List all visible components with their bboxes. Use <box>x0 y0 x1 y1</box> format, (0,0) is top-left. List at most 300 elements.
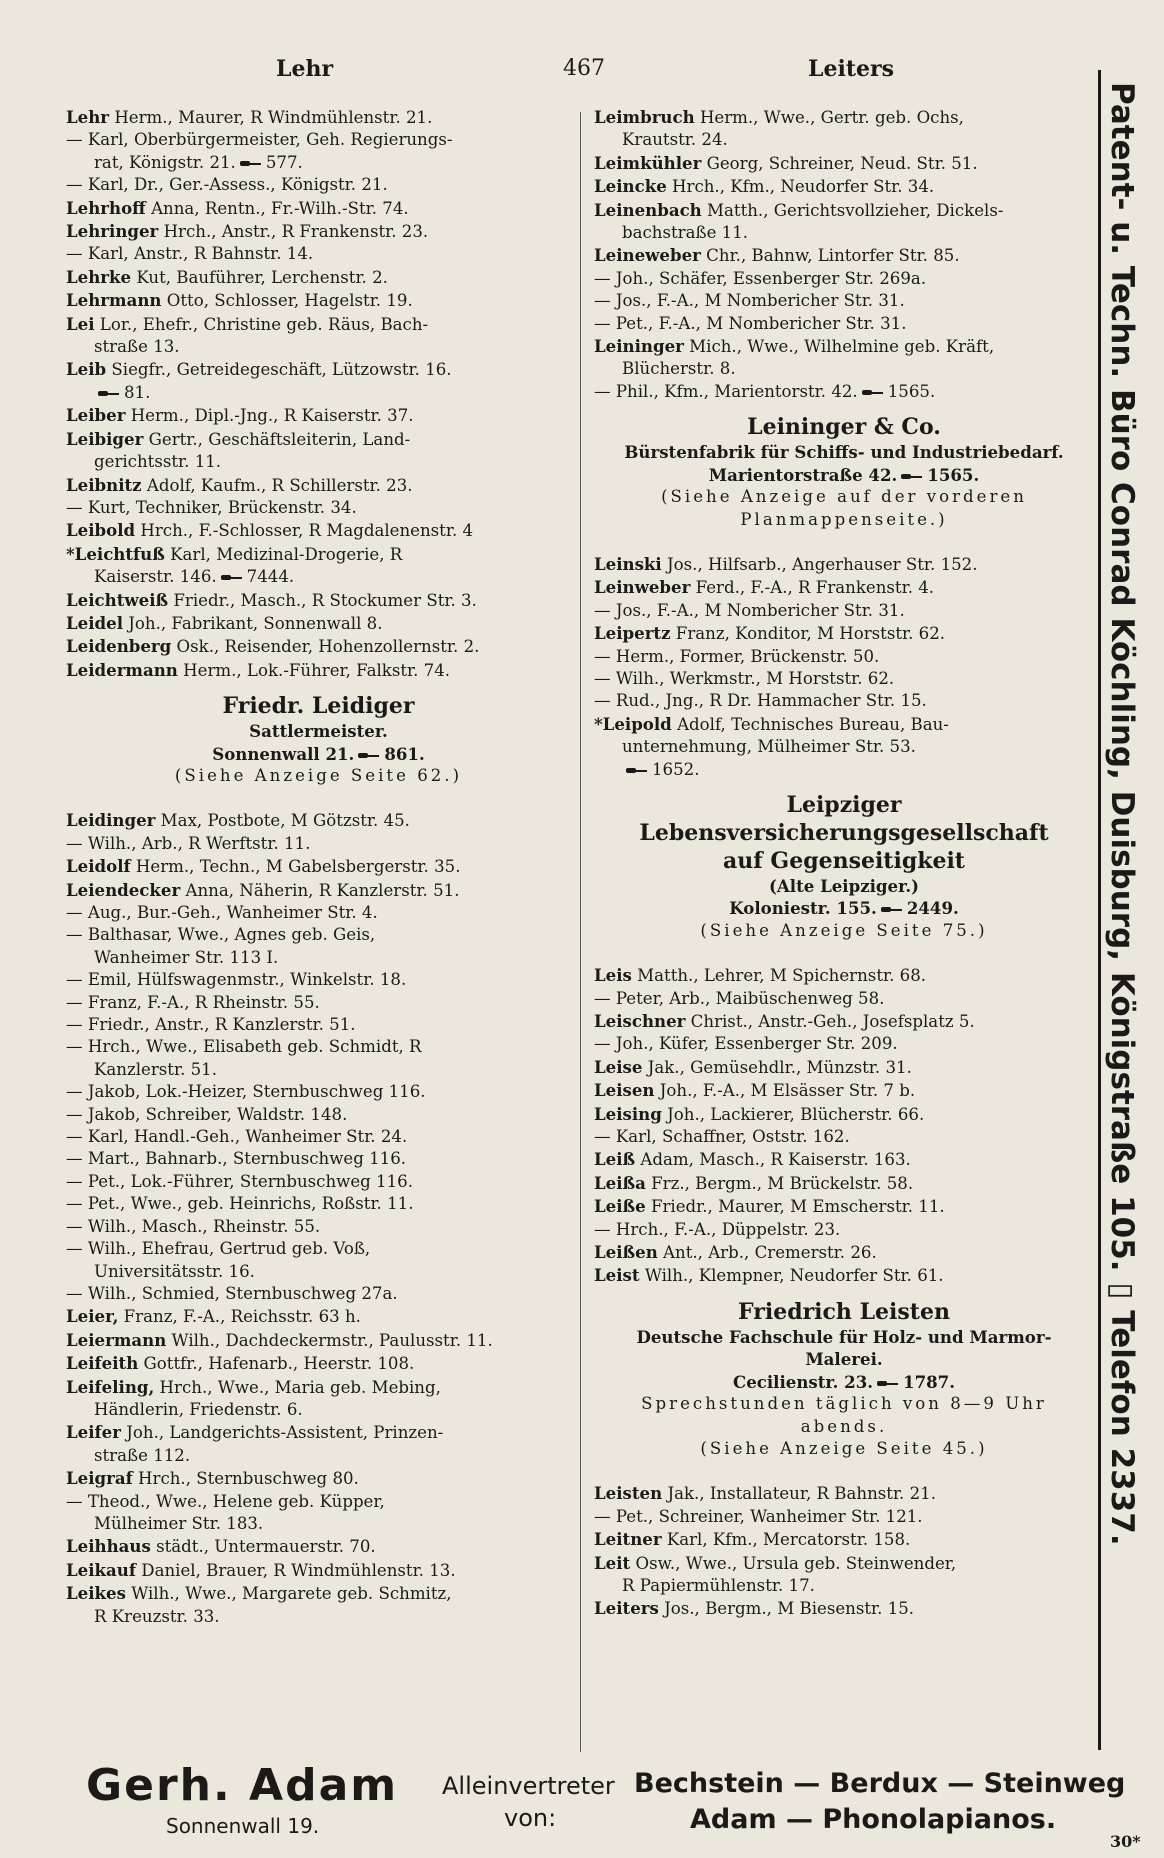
list-item <box>66 497 571 519</box>
footer-firm: Gerh. Adam <box>86 1760 399 1811</box>
list-item <box>594 576 1094 599</box>
list-item <box>66 855 571 878</box>
entry-text: — Joh., Schäfer, Essenberger Str. 269a. <box>594 268 927 288</box>
entry-text: Joh., Landgerichts-Assistent, Prinzen- <box>120 1423 444 1443</box>
list-item <box>594 1552 1094 1598</box>
entry-continuation: Wanheimer Str. 113 I. <box>94 947 279 967</box>
list-item <box>594 313 1094 335</box>
list-item <box>594 290 1094 312</box>
list-item <box>66 1329 571 1352</box>
entry-text: Friedr., Masch., R Stockumer Str. 3. <box>168 590 477 610</box>
list-item <box>66 969 571 991</box>
list-item <box>66 879 571 902</box>
entry-continuation: straße 13. <box>94 337 180 357</box>
ad-title: Friedrich Leisten <box>738 1298 950 1325</box>
entry-text: Georg, Schreiner, Neud. Str. 51. <box>701 153 978 173</box>
entry-name: Leiber <box>66 405 126 426</box>
entry-text: — Mart., Bahnarb., Sternbuschweg 116. <box>66 1149 407 1169</box>
entry-text: Ant., Arb., Cremerstr. 26. <box>657 1243 877 1263</box>
entry-text: Hrch., Sternbuschweg 80. <box>132 1469 359 1489</box>
list-item <box>594 1528 1094 1551</box>
entry-name: Leigraf <box>66 1468 133 1489</box>
side-advertisement <box>1098 70 1158 1750</box>
entry-text: — Franz, F.-A., R Rheinstr. 55. <box>66 992 320 1012</box>
entry-continuation: rat, Königstr. 21. 577. <box>94 152 303 172</box>
entry-continuation: Universitätsstr. 16. <box>94 1261 255 1281</box>
list-item <box>594 268 1094 290</box>
ad-hours: abends. <box>800 1416 888 1436</box>
ad-hours: Sprechstunden täglich von 8—9 Uhr <box>641 1394 1047 1414</box>
entry-text: Adolf, Kaufm., R Schillerstr. 23. <box>141 475 413 495</box>
entry-text: — Jakob, Lok.-Heizer, Sternbuschweg 116. <box>66 1082 426 1102</box>
list-item <box>66 1193 571 1215</box>
entry-continuation: R Papiermühlenstr. 17. <box>622 1575 815 1595</box>
entry-name: Leißen <box>594 1242 658 1263</box>
entry-name: Leisten <box>594 1483 663 1504</box>
entry-text: — Wilh., Werkmstr., M Horststr. 62. <box>594 668 895 688</box>
entry-text: Max, Postbote, M Götzstr. 45. <box>155 811 410 831</box>
entry-name: Leiß <box>594 1149 636 1170</box>
list-item <box>594 1103 1094 1126</box>
side-rule <box>1098 70 1101 1750</box>
entry-continuation: Kaiserstr. 146. 7444. <box>94 567 295 587</box>
entry-text: Hrch., Wwe., Maria geb. Mebing, <box>154 1377 441 1397</box>
list-item <box>594 600 1094 622</box>
entry-text: — Wilh., Ehefrau, Gertrud geb. Voß, <box>66 1239 371 1259</box>
phone-number: 7444. <box>246 567 295 587</box>
entry-continuation: Händlerin, Friedenstr. 6. <box>94 1399 303 1419</box>
list-item <box>594 1079 1094 1102</box>
list-item <box>594 622 1094 645</box>
list-item <box>594 1482 1094 1505</box>
entry-text: Hrch., Kfm., Neudorfer Str. 34. <box>666 177 935 197</box>
list-item <box>594 1241 1094 1264</box>
entry-text: Karl, Kfm., Mercatorstr. 158. <box>661 1530 911 1550</box>
list-item <box>594 553 1094 576</box>
list-item <box>66 833 571 855</box>
entry-text: Friedr., Maurer, M Emscherstr. 11. <box>645 1197 945 1217</box>
list-item <box>66 220 571 243</box>
entry-name: Leier, <box>66 1306 119 1327</box>
entry-continuation: unternehmung, Mülheimer Str. 53. <box>622 737 916 757</box>
entry-name: Leitner <box>594 1529 662 1550</box>
entry-name: Lei <box>66 313 95 334</box>
list-item <box>594 1010 1094 1033</box>
entry-text: Herm., Dipl.-Jng., R Kaiserstr. 37. <box>125 406 414 426</box>
entry-name: Leimbruch <box>594 107 695 127</box>
entry-name: Leimkühler <box>594 152 702 173</box>
entry-text: Herm., Techn., M Gabelsbergerstr. 35. <box>130 857 461 877</box>
list-item <box>66 106 571 129</box>
entry-name: Lehrhoff <box>66 197 146 218</box>
list-item <box>66 1171 571 1193</box>
entry-text: Matth., Lehrer, M Spichernstr. 68. <box>631 966 927 986</box>
list-item <box>594 690 1094 712</box>
entry-text: Adam, Masch., R Kaiserstr. 163. <box>635 1150 911 1170</box>
phone-number: 1565. <box>887 381 936 401</box>
ad-address: Sonnenwall 21. 861. <box>212 743 425 764</box>
list-item <box>594 964 1094 987</box>
entry-name: Lehr <box>66 107 110 127</box>
list-item <box>594 1506 1094 1528</box>
entry-text: Joh., Fabrikant, Sonnenwall 8. <box>123 613 383 633</box>
entry-text: Mich., Wwe., Wilhelmine geb. Kräft, <box>683 337 995 357</box>
page-signature: 30* <box>1110 1832 1141 1851</box>
entry-name: Leidinger <box>66 810 156 831</box>
list-item <box>594 1195 1094 1218</box>
ad-title: Leipziger Lebensversicherungsgesellschaft <box>639 791 1049 846</box>
list-item <box>594 244 1094 267</box>
entry-name: Leidel <box>66 612 123 633</box>
list-item <box>66 992 571 1014</box>
list-item <box>66 1535 571 1558</box>
entry-name: Leis <box>594 965 632 986</box>
list-item <box>594 713 1094 781</box>
list-item <box>66 1014 571 1036</box>
entry-text: — Wilh., Schmied, Sternbuschweg 27a. <box>66 1283 398 1303</box>
list-item <box>66 1305 571 1328</box>
entry-name: Leibiger <box>66 428 144 449</box>
entry-name: Leihhaus <box>66 1536 151 1557</box>
entry-name: Leincke <box>594 176 667 197</box>
list-item <box>66 1491 571 1536</box>
entry-text: — Karl, Anstr., R Bahnstr. 14. <box>66 244 314 264</box>
entry-name: Leib <box>66 359 107 380</box>
list-item <box>66 543 571 589</box>
entry-text: Joh., F.-A., M Elsässer Str. 7 b. <box>654 1081 916 1101</box>
list-item <box>66 1376 571 1422</box>
entry-name: Leising <box>594 1103 662 1124</box>
ad-note: (Siehe Anzeige Seite 62.) <box>174 765 463 785</box>
entry-name: Leichtweiß <box>66 589 169 610</box>
entry-text: — Jos., F.-A., M Nombericher Str. 31. <box>594 291 905 311</box>
entry-text: Herm., Wwe., Gertr. geb. Ochs, <box>694 108 964 127</box>
entry-name: Leisen <box>594 1080 655 1101</box>
entry-list <box>594 1482 1094 1620</box>
entry-text: Karl, Medizinal-Drogerie, R <box>164 544 403 564</box>
list-item <box>594 152 1094 175</box>
footer-line1: Alleinvertreter <box>442 1772 615 1800</box>
list-item <box>594 175 1094 198</box>
phone-number: 81. <box>124 382 151 402</box>
list-item <box>594 1219 1094 1241</box>
entry-name: Leifeling, <box>66 1376 155 1397</box>
list-item <box>66 589 571 612</box>
list-item <box>66 313 571 359</box>
entry-continuation: straße 112. <box>94 1445 191 1465</box>
entry-text: Anna, Rentn., Fr.-Wilh.-Str. 74. <box>145 198 409 218</box>
entry-name: Leiendecker <box>66 879 181 900</box>
entry-name: Leischner <box>594 1011 686 1031</box>
entry-text: Wilh., Wwe., Margarete geb. Schmitz, <box>125 1584 452 1604</box>
entry-text: — Emil, Hülfswagenmstr., Winkelstr. 18. <box>66 970 407 990</box>
list-item <box>594 646 1094 668</box>
footer-brands2: Adam — Phonolapianos. <box>690 1804 1057 1835</box>
entry-text: Daniel, Brauer, R Windmühlenstr. 13. <box>135 1560 456 1580</box>
entry-text: — Pet., F.-A., M Nombericher Str. 31. <box>594 313 907 333</box>
ad-subtitle: Malerei. <box>805 1349 883 1370</box>
entry-text: Christ., Anstr.-Geh., Josefsplatz 5. <box>685 1012 975 1031</box>
list-item <box>66 1081 571 1103</box>
column-divider <box>580 112 581 1752</box>
entry-text: Herm., Lok.-Führer, Falkstr. 74. <box>177 660 451 680</box>
entry-name: Leißa <box>594 1172 646 1193</box>
list-item <box>66 659 571 682</box>
entry-continuation <box>594 759 1094 781</box>
ad-title: auf Gegenseitigkeit <box>723 847 965 874</box>
entry-name: Leikauf <box>66 1559 136 1580</box>
list-item <box>66 612 571 635</box>
entry-name: Leinski <box>594 553 662 574</box>
header-left: Lehr <box>276 56 334 82</box>
list-item <box>66 1216 571 1238</box>
entry-name: Leikes <box>66 1583 126 1604</box>
entry-text: — Karl, Schaffner, Oststr. 162. <box>594 1127 850 1147</box>
entry-name: Leibold <box>66 520 136 541</box>
entry-continuation: R Kreuzstr. 33. <box>94 1606 220 1626</box>
entry-text: Osw., Wwe., Ursula geb. Steinwender, <box>630 1553 957 1573</box>
phone-icon <box>901 472 923 481</box>
entry-name: Leiße <box>594 1196 646 1217</box>
entry-list <box>594 106 1094 403</box>
entry-continuation: Blücherstr. 8. <box>622 359 736 379</box>
side-ad-text: Patent- u. Techn. Büro Conrad Köchling, Duisburg, Königstraße 105. ▯ Telefon 2337. <box>1104 82 1140 1546</box>
list-item <box>66 902 571 924</box>
footer-advertisement <box>86 1760 1126 1840</box>
entry-text: Franz, Konditor, M Horststr. 62. <box>670 624 946 644</box>
entry-list <box>594 553 1094 781</box>
list-item <box>66 924 571 969</box>
list-item <box>594 335 1094 381</box>
list-item <box>66 474 571 497</box>
list-item <box>594 1033 1094 1055</box>
list-item <box>66 1036 571 1081</box>
list-item <box>594 381 1094 403</box>
list-item <box>66 289 571 312</box>
list-item <box>66 428 571 474</box>
entry-name: Leinweber <box>594 577 691 598</box>
entry-text: — Wilh., Masch., Rheinstr. 55. <box>66 1216 321 1236</box>
entry-text: Adolf, Technisches Bureau, Bau- <box>671 714 949 734</box>
header-right: Leiters <box>808 56 894 82</box>
entry-text: Wilh., Klempner, Neudorfer Str. 61. <box>639 1266 944 1286</box>
entry-text: — Jos., F.-A., M Nombericher Str. 31. <box>594 600 905 620</box>
ad-note: Planmappenseite.) <box>740 509 948 529</box>
ad-title: Leininger & Co. <box>747 414 941 441</box>
ad-address: Marientorstraße 42. 1565. <box>708 464 980 485</box>
entry-text: — Karl, Dr., Ger.-Assess., Königstr. 21. <box>66 175 388 195</box>
entry-text: Hrch., F.-Schlosser, R Magdalenenstr. 4 <box>135 521 474 541</box>
list-item <box>66 635 571 658</box>
entry-list <box>594 964 1094 1288</box>
phone-icon <box>877 1379 899 1388</box>
phone-icon <box>240 159 262 168</box>
list-item <box>66 404 571 427</box>
list-item <box>66 1126 571 1148</box>
entry-name: Leidolf <box>66 856 131 877</box>
entry-text: — Aug., Bur.-Geh., Wanheimer Str. 4. <box>66 903 378 922</box>
phone-number: 577. <box>265 152 303 172</box>
list-item <box>66 1148 571 1170</box>
entry-name: Leise <box>594 1056 643 1077</box>
list-item <box>66 1104 571 1126</box>
entry-text: Matth., Gerichtsvollzieher, Dickels- <box>701 200 1004 220</box>
footer-address: Sonnenwall 19. <box>166 1814 320 1838</box>
entry-text: — Friedr., Anstr., R Kanzlerstr. 51. <box>66 1015 356 1035</box>
entry-name: Lehrmann <box>66 290 162 311</box>
ad-note: (Siehe Anzeige Seite 45.) <box>700 1438 988 1458</box>
entry-text: Jak., Installateur, R Bahnstr. 21. <box>662 1484 936 1504</box>
entry-text: Franz, F.-A., Reichsstr. 63 h. <box>118 1307 361 1327</box>
list-item <box>66 243 571 265</box>
ad-subtitle: (Alte Leipziger.) <box>769 875 919 896</box>
ad-note: (Siehe Anzeige auf der vorderen <box>661 487 1027 507</box>
entry-text: — Karl, Oberbürgermeister, Geh. Regierungs- <box>66 130 453 150</box>
entry-name: Lehringer <box>66 221 159 242</box>
list-item <box>66 1582 571 1628</box>
entry-name: Leibnitz <box>66 474 142 495</box>
phone-icon <box>221 573 243 582</box>
list-item <box>66 1352 571 1375</box>
ad-note: (Siehe Anzeige Seite 75.) <box>700 920 988 940</box>
entry-text: — Balthasar, Wwe., Agnes geb. Geis, <box>66 925 376 945</box>
entry-text: Lor., Ehefr., Christine geb. Räus, Bach- <box>94 314 429 334</box>
entry-name: Leiters <box>594 1598 659 1619</box>
entry-text: — Jakob, Schreiber, Waldstr. 148. <box>66 1104 348 1124</box>
list-item <box>594 1126 1094 1148</box>
entry-continuation: Mülheimer Str. 183. <box>94 1513 264 1533</box>
phone-number: 1652. <box>652 759 700 779</box>
entry-name: Leifer <box>66 1422 121 1443</box>
entry-text: Joh., Lackierer, Blücherstr. 66. <box>661 1104 925 1124</box>
list-item <box>66 129 571 174</box>
ad-title: Friedr. Leidiger <box>222 693 415 720</box>
entry-name: Leidenberg <box>66 636 172 657</box>
list-item <box>66 197 571 220</box>
entry-text: Osk., Reisender, Hohenzollernstr. 2. <box>171 637 480 657</box>
entry-text: — Pet., Schreiner, Wanheimer Str. 121. <box>594 1506 923 1526</box>
entry-text: Anna, Näherin, R Kanzlerstr. 51. <box>180 880 460 900</box>
list-item <box>66 358 571 404</box>
entry-text: Jak., Gemüsehdlr., Münzstr. 31. <box>642 1057 912 1077</box>
list-item <box>66 809 571 832</box>
ad-leisten <box>594 1298 1094 1460</box>
entry-text: — Rud., Jng., R Dr. Hammacher Str. 15. <box>594 691 927 711</box>
entry-text: — Peter, Arb., Maibüschenweg 58. <box>594 988 885 1008</box>
phone-icon <box>98 389 120 398</box>
list-item <box>594 1264 1094 1287</box>
right-column <box>594 106 1094 1621</box>
entry-text: städt., Untermauerstr. 70. <box>150 1537 376 1557</box>
entry-name: Lehrke <box>66 266 132 287</box>
list-item <box>66 174 571 196</box>
entry-text: Ferd., F.-A., R Frankenstr. 4. <box>690 578 935 598</box>
entry-text: Hrch., Anstr., R Frankenstr. 23. <box>158 222 429 242</box>
list-item <box>594 1148 1094 1171</box>
ad-leipziger <box>594 791 1094 942</box>
list-item <box>594 988 1094 1010</box>
entry-text: Kut, Bauführer, Lerchenstr. 2. <box>131 267 388 287</box>
entry-list <box>66 106 571 682</box>
list-item <box>66 1559 571 1582</box>
entry-continuation: gerichtsstr. 11. <box>94 452 222 472</box>
entry-name: Leist <box>594 1265 640 1286</box>
footer-line2: von: <box>504 1804 557 1832</box>
entry-text: — Hrch., F.-A., Düppelstr. 23. <box>594 1219 841 1239</box>
entry-name: *Leichtfuß <box>66 543 165 564</box>
entry-text: — Theod., Wwe., Helene geb. Küpper, <box>66 1491 385 1511</box>
entry-name: Leit <box>594 1552 631 1573</box>
entry-text: Jos., Hilfsarb., Angerhauser Str. 152. <box>661 554 978 574</box>
list-item <box>594 1597 1094 1620</box>
ad-subtitle: Deutsche Fachschule für Holz- und Marmor- <box>636 1326 1052 1347</box>
list-item <box>66 1467 571 1490</box>
entry-text: Wilh., Dachdeckermstr., Paulusstr. 11. <box>166 1330 493 1350</box>
entry-name: Leinenbach <box>594 199 702 220</box>
entry-text: — Wilh., Arb., R Werftstr. 11. <box>66 833 311 853</box>
entry-text: — Phil., Kfm., Marientorstr. 42. <box>594 381 858 401</box>
entry-text: — Pet., Wwe., geb. Heinrichs, Roßstr. 11. <box>66 1194 414 1214</box>
ad-leininger <box>594 413 1094 531</box>
ad-subtitle: Sattlermeister. <box>249 721 388 742</box>
entry-text: Siegfr., Getreidegeschäft, Lützowstr. 16. <box>106 360 452 380</box>
entry-text: — Karl, Handl.-Geh., Wanheimer Str. 24. <box>66 1127 408 1147</box>
page-number: 467 <box>563 56 605 81</box>
list-item <box>594 106 1094 152</box>
entry-text: — Herm., Former, Brückenstr. 50. <box>594 646 880 666</box>
ad-address: Cecilienstr. 23. 1787. <box>732 1371 956 1392</box>
phone-icon <box>862 388 884 397</box>
phone-icon <box>626 766 648 775</box>
ad-leidiger <box>66 692 571 787</box>
entry-text: — Hrch., Wwe., Elisabeth geb. Schmidt, R <box>66 1037 422 1057</box>
entry-text: Otto, Schlosser, Hagelstr. 19. <box>161 291 413 311</box>
list-item <box>66 266 571 289</box>
list-item <box>66 1283 571 1305</box>
phone-icon <box>881 905 903 914</box>
list-item <box>594 1056 1094 1079</box>
entry-name: Leidermann <box>66 659 178 680</box>
ad-address: Koloniestr. 155. 2449. <box>729 898 959 919</box>
ad-subtitle: Bürstenfabrik für Schiffs- und Industriebedarf. <box>624 442 1064 463</box>
entry-text: — Kurt, Techniker, Brückenstr. 34. <box>66 497 357 517</box>
entry-text: Jos., Bergm., M Biesenstr. 15. <box>658 1599 915 1619</box>
entry-name: Leininger <box>594 336 684 357</box>
list-item <box>66 519 571 542</box>
entry-text: Gertr., Geschäftsleiterin, Land- <box>143 429 411 449</box>
entry-name: Leiermann <box>66 1329 167 1350</box>
phone-icon <box>358 751 380 760</box>
entry-text: Chr., Bahnw, Lintorfer Str. 85. <box>700 246 960 266</box>
footer-brands1: Bechstein — Berdux — Steinweg <box>634 1768 1126 1799</box>
list-item <box>66 1421 571 1467</box>
list-item <box>594 199 1094 245</box>
entry-continuation: Krautstr. 24. <box>622 130 728 150</box>
entry-name: Leifeith <box>66 1353 139 1374</box>
entry-name: *Leipold <box>594 713 672 734</box>
entry-continuation: Kanzlerstr. 51. <box>94 1059 218 1079</box>
entry-name: Leipertz <box>594 623 671 644</box>
entry-name: Leineweber <box>594 245 701 266</box>
list-item <box>66 1238 571 1283</box>
entry-list <box>66 809 571 1628</box>
list-item <box>594 668 1094 690</box>
entry-continuation: bachstraße 11. <box>622 223 749 243</box>
entry-continuation <box>66 382 571 404</box>
entry-text: Frz., Bergm., M Brückelstr. 58. <box>645 1173 914 1193</box>
entry-text: — Joh., Küfer, Essenberger Str. 209. <box>594 1034 898 1054</box>
entry-text: Herm., Maurer, R Windmühlenstr. 21. <box>109 108 433 127</box>
